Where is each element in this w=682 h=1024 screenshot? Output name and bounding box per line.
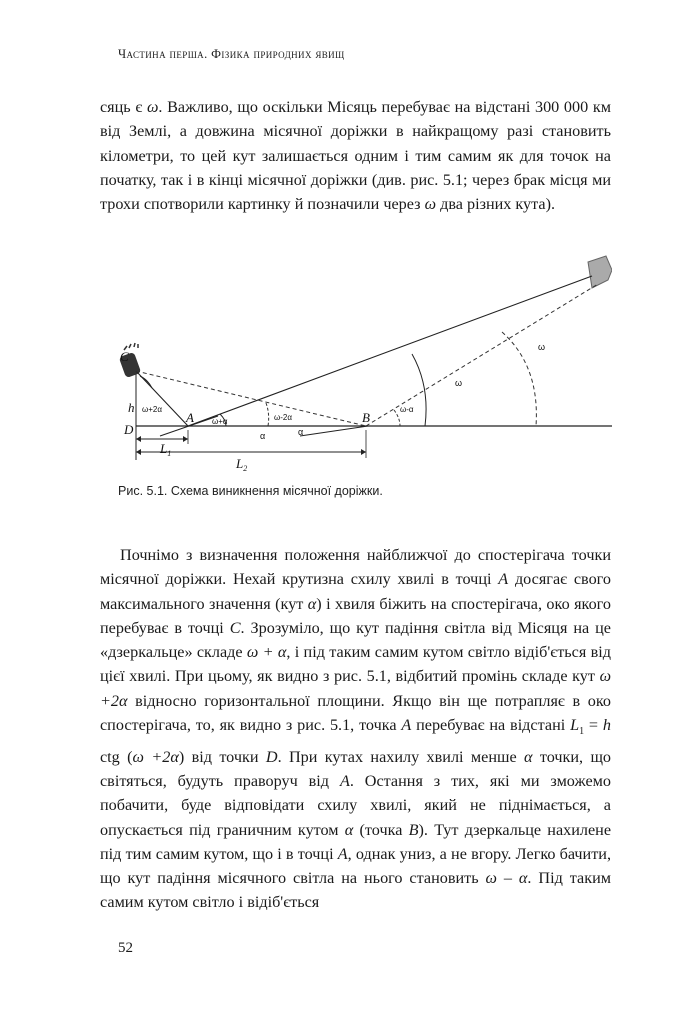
running-header: Частина перша. Фізика природних явищ [118, 47, 345, 61]
label-A: A [186, 410, 194, 425]
label-C: C [120, 349, 129, 364]
label-omega-plus-2alpha: ω+2α [142, 405, 162, 414]
moon-icon [588, 256, 612, 288]
label-alpha-A: α [260, 431, 266, 441]
label-B: B [362, 410, 370, 425]
label-omega-1: ω [455, 378, 463, 388]
diagram-svg [100, 246, 612, 476]
label-omega-minus-alpha: ω-α [400, 405, 414, 414]
mirror-at-B [300, 426, 368, 436]
label-omega-2: ω [538, 342, 546, 352]
paragraph-2: Почнімо з визначення положення найближчої до спостерігача точки місячної доріжки. Нехай крутизна схилу хвилі в точці A досягає свого максимального значення (кут α) і хвиля біжить на спостерігача, око якого перебуває в точці C. Зрозуміло, що кут падіння світла від Місяця на це «дзеркальце» складе ω + α, і під таким самим кутом світло відіб'ється від цієї хвилі. При цьому, як видно з рис. 5.1, відбитий промінь складе кут ω +2α відносно горизонтальної площини. Якщо він ще потрапляє в око спостерігача, то, як видно з рис. 5.1, точка A перебуває на відстані $L_1 = h$ ctg (ω +2α) від точки D. При кутах нахилу хвилі менше α точки, що світяться, будуть праворуч від A. Остання з тих, які ми зможемо побачити, буде відповідати схилу хвилі, який не піднімається, а опускається під граничним кутом α (точка B). Тут дзеркальце нахилене під тим самим кутом, що і в точці A, однак униз, а не вгору. Легко бачити, що кут падіння місячного світла на нього становить ω – α. Під таким самим кутом світло і відіб'ється [100, 546, 612, 912]
page-number: 52 [118, 940, 133, 956]
angle-arc-B-left [266, 403, 269, 426]
angle-arc-omega-dashed [502, 332, 536, 426]
label-omega-plus-alpha: ω+α [212, 417, 228, 426]
moon-ray-from-A [188, 276, 592, 426]
angle-arc-omega-large [412, 354, 426, 426]
figure-moon-path-diagram [100, 246, 612, 476]
label-L2: $L_2$ [236, 456, 248, 473]
figure-caption: Рис. 5.1. Схема виникнення місячної доріжки. [118, 484, 383, 498]
paragraph-1: сяць є ω. Важливо, що оскільки Місяць перебуває на відстані 300 000 км від Землі, а довжина місячної доріжки в найкращому разі становить кілометри, то цей кут залишається одним і тим самим як для точок на початку, так і в кінці місячної доріжки (див. рис. 5.1; через брак місця ми трохи спотворили картинку й позначили через ω два різних кута). [100, 98, 611, 214]
label-L1: $L_1$ [160, 441, 172, 458]
label-omega-minus-2alpha: ω-2α [274, 413, 292, 422]
label-h: h [128, 400, 135, 415]
label-alpha-B: α [298, 427, 304, 437]
reflected-ray-from-B [136, 371, 366, 426]
reflected-ray-from-A [136, 371, 188, 426]
label-D: D [124, 422, 134, 437]
